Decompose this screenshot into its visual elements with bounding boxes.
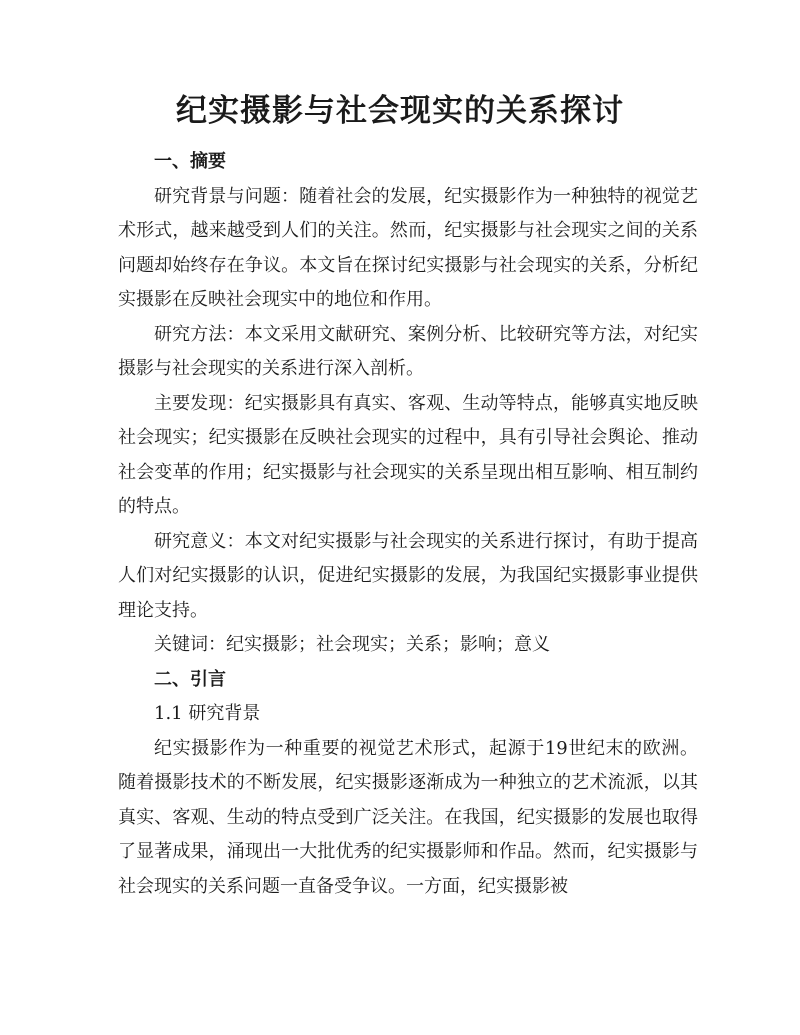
keywords-line: 关键词：纪实摄影；社会现实；关系；影响；意义 <box>154 634 550 655</box>
subsection-heading-background: 1.1 研究背景 <box>154 703 261 724</box>
abstract-significance-paragraph: 研究意义：本文对纪实摄影与社会现实的关系进行探讨，有助于提高人们对纪实摄影的认识，促进纪实摄影的发展，为我国纪实摄影事业提供理论支持。 <box>118 530 698 621</box>
section-heading-introduction: 二、引言 <box>154 668 226 690</box>
introduction-paragraph: 纪实摄影作为一种重要的视觉艺术形式，起源于19世纪末的欧洲。随着摄影技术的不断发展，纪实摄影逐渐成为一种独立的艺术流派，以其真实、客观、生动的特点受到广泛关注。在我国，纪实摄影的发展也取得了显著成果，涌现出一大批优秀的纪实摄影师和作品。然而，纪实摄影与社会现实的关系问题一直备受争议。一方面，纪实摄影被 <box>118 737 698 897</box>
abstract-findings-paragraph: 主要发现：纪实摄影具有真实、客观、生动等特点，能够真实地反映社会现实；纪实摄影在反映社会现实的过程中，具有引导社会舆论、推动社会变革的作用；纪实摄影与社会现实的关系呈现出相互影响、相互制约的特点。 <box>118 392 698 517</box>
abstract-methods-paragraph: 研究方法：本文采用文献研究、案例分析、比较研究等方法，对纪实摄影与社会现实的关系进行深入剖析。 <box>118 323 698 379</box>
document-body <box>118 145 698 904</box>
abstract-background-paragraph: 研究背景与问题：随着社会的发展，纪实摄影作为一种独特的视觉艺术形式，越来越受到人们的关注。然而，纪实摄影与社会现实之间的关系问题却始终存在争议。本文旨在探讨纪实摄影与社会现实的关系，分析纪实摄影在反映社会现实中的地位和作用。 <box>118 185 698 310</box>
section-heading-abstract: 一、摘要 <box>154 151 226 172</box>
document-title: 纪实摄影与社会现实的关系探讨 <box>176 93 624 129</box>
